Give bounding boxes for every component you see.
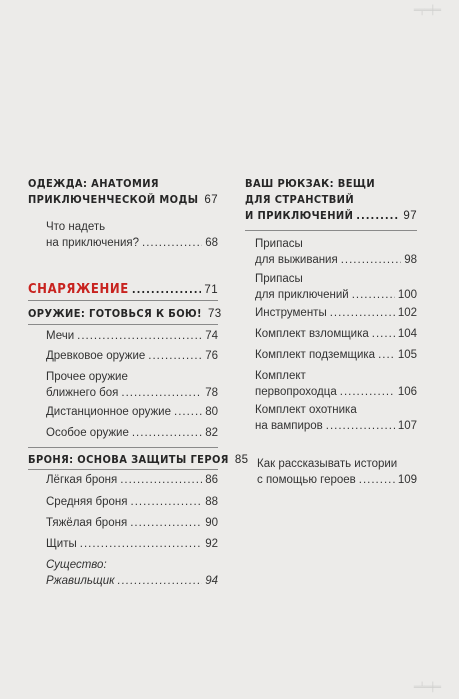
entry-title: Что надеть xyxy=(46,221,106,233)
page-number: 105 xyxy=(397,349,417,361)
entry-title: Тяжёлая броня xyxy=(46,517,128,529)
divider xyxy=(28,300,218,301)
entry-title: ОДЕЖДА: АНАТОМИЯ xyxy=(28,177,159,190)
page-number: 94 xyxy=(205,575,218,587)
entry-title: Существо: xyxy=(46,559,107,571)
entry-title: Комплект взломщика xyxy=(255,328,369,340)
dot-leader xyxy=(330,305,395,321)
dot-leader xyxy=(121,385,202,401)
entry-title: Комплект xyxy=(255,370,306,382)
page-number: 88 xyxy=(205,496,218,508)
page-number: 97 xyxy=(403,210,417,222)
page-number: 82 xyxy=(205,427,218,439)
dot-leader xyxy=(130,515,202,531)
page-number: 68 xyxy=(205,237,218,249)
page-number: 98 xyxy=(404,254,417,266)
toc-entry-medium-armor[interactable] xyxy=(28,494,218,510)
toc-entry-burglar-kit[interactable] xyxy=(237,326,417,342)
toc-entry-armor[interactable] xyxy=(28,452,249,468)
page-number: 86 xyxy=(205,474,218,486)
dot-leader xyxy=(118,573,203,589)
dot-leader xyxy=(352,287,395,303)
toc-entry-ranged[interactable] xyxy=(28,404,218,420)
entry-title: Припасы xyxy=(255,238,303,250)
entry-title-cont: для выживания xyxy=(255,254,338,266)
page-number: 102 xyxy=(397,307,417,319)
toc-entry-backpack[interactable] xyxy=(237,176,417,224)
toc-entry-polearms[interactable] xyxy=(28,348,218,364)
entry-title-cont: Ржавильщик xyxy=(46,575,115,587)
toc-entry-survival[interactable] xyxy=(237,236,417,268)
dot-leader xyxy=(340,384,395,400)
toc-entry-what-to-wear[interactable] xyxy=(28,219,218,251)
page-number: 107 xyxy=(397,420,417,432)
entry-title: Лёгкая броня xyxy=(46,474,118,486)
dot-leader xyxy=(356,208,400,224)
toc-entry-light-armor[interactable] xyxy=(28,472,218,488)
dot-leader xyxy=(372,326,395,342)
dot-leader xyxy=(80,536,202,552)
entry-title-cont: ДЛЯ СТРАНСТВИЙ xyxy=(245,193,355,206)
entry-title: Как рассказывать истории xyxy=(257,458,398,470)
entry-title-cont: первопроходца xyxy=(255,386,337,398)
entry-title-cont: с помощью героев xyxy=(257,474,356,486)
divider xyxy=(28,324,218,325)
entry-title: Прочее оружие xyxy=(46,371,128,383)
page-number: 104 xyxy=(397,328,417,340)
dot-leader xyxy=(132,425,202,441)
entry-title-cont: ПРИКЛЮЧЕНЧЕСКОЙ МОДЫ xyxy=(28,193,199,206)
dot-leader xyxy=(120,472,202,488)
corner-decoration-bottom: ═╧═╪═ xyxy=(413,683,441,693)
divider xyxy=(245,230,417,231)
entry-title: ОРУЖИЕ: ГОТОВЬСЯ К БОЮ! xyxy=(28,307,202,320)
entry-title-cont: для приключений xyxy=(255,289,349,301)
toc-entry-swords[interactable] xyxy=(28,328,218,344)
page-number: 74 xyxy=(205,330,218,342)
entry-title: Мечи xyxy=(46,330,75,342)
dot-leader xyxy=(132,282,202,298)
toc-entry-telling-stories[interactable] xyxy=(237,456,417,488)
entry-title: Припасы xyxy=(255,273,303,285)
page-number: 100 xyxy=(397,289,417,301)
entry-title: Дистанционное оружие xyxy=(46,406,171,418)
entry-title-cont: ближнего боя xyxy=(46,387,119,399)
page-number: 67 xyxy=(204,194,218,206)
toc-entry-melee[interactable] xyxy=(28,369,218,401)
entry-title-cont: на приключения? xyxy=(46,237,140,249)
toc-entry-tools[interactable] xyxy=(237,305,417,321)
entry-title-cont: на вампиров xyxy=(255,420,323,432)
toc-entry-heavy-armor[interactable] xyxy=(28,515,218,531)
dot-leader xyxy=(142,235,202,251)
toc-entry-gear[interactable] xyxy=(28,282,218,298)
toc-entry-shields[interactable] xyxy=(28,536,218,552)
dot-leader xyxy=(359,472,395,488)
dot-leader xyxy=(341,252,401,268)
page-number: 80 xyxy=(205,406,218,418)
entry-title-cont: И ПРИКЛЮЧЕНИЙ xyxy=(245,209,354,222)
entry-title: ВАШ РЮКЗАК: ВЕЩИ xyxy=(245,177,376,190)
page-number: 106 xyxy=(397,386,417,398)
dot-leader xyxy=(77,328,202,344)
dot-leader xyxy=(326,418,395,434)
page-number: 92 xyxy=(205,538,218,550)
section-title: СНАРЯЖЕНИЕ xyxy=(28,282,129,297)
page-number: 71 xyxy=(204,284,218,296)
entry-title: Особое оружие xyxy=(46,427,129,439)
toc-entry-creature[interactable] xyxy=(28,557,218,589)
toc-entry-vampire-hunter-kit[interactable] xyxy=(237,402,417,434)
entry-title: Щиты xyxy=(46,538,77,550)
page-number: 109 xyxy=(397,474,417,486)
entry-title: Древковое оружие xyxy=(46,350,146,362)
entry-title: Средняя броня xyxy=(46,496,128,508)
toc-entry-explorer-kit[interactable] xyxy=(237,368,417,400)
entry-title: Инструменты xyxy=(255,307,327,319)
divider xyxy=(28,469,218,470)
page-number: 78 xyxy=(205,387,218,399)
entry-title: Комплект охотника xyxy=(255,404,357,416)
dot-leader xyxy=(174,404,202,420)
toc-entry-dungeoneer-kit[interactable] xyxy=(237,347,417,363)
entry-title: БРОНЯ: ОСНОВА ЗАЩИТЫ ГЕРОЯ xyxy=(28,453,229,466)
dot-leader xyxy=(131,494,203,510)
toc-entry-special[interactable] xyxy=(28,425,218,441)
page-number: 90 xyxy=(205,517,218,529)
toc-entry-adventure-supplies[interactable] xyxy=(237,271,417,303)
page-number: 85 xyxy=(234,454,249,466)
dot-leader xyxy=(148,348,202,364)
toc-entry-clothes[interactable] xyxy=(28,176,218,208)
toc-entry-weapons[interactable] xyxy=(28,306,222,322)
page-number: 76 xyxy=(205,350,218,362)
corner-decoration-top: ═╤═╪═ xyxy=(413,6,441,16)
entry-title: Комплект подземщика xyxy=(255,349,376,361)
divider xyxy=(28,447,218,448)
page-number: 73 xyxy=(207,308,222,320)
dot-leader xyxy=(378,347,395,363)
